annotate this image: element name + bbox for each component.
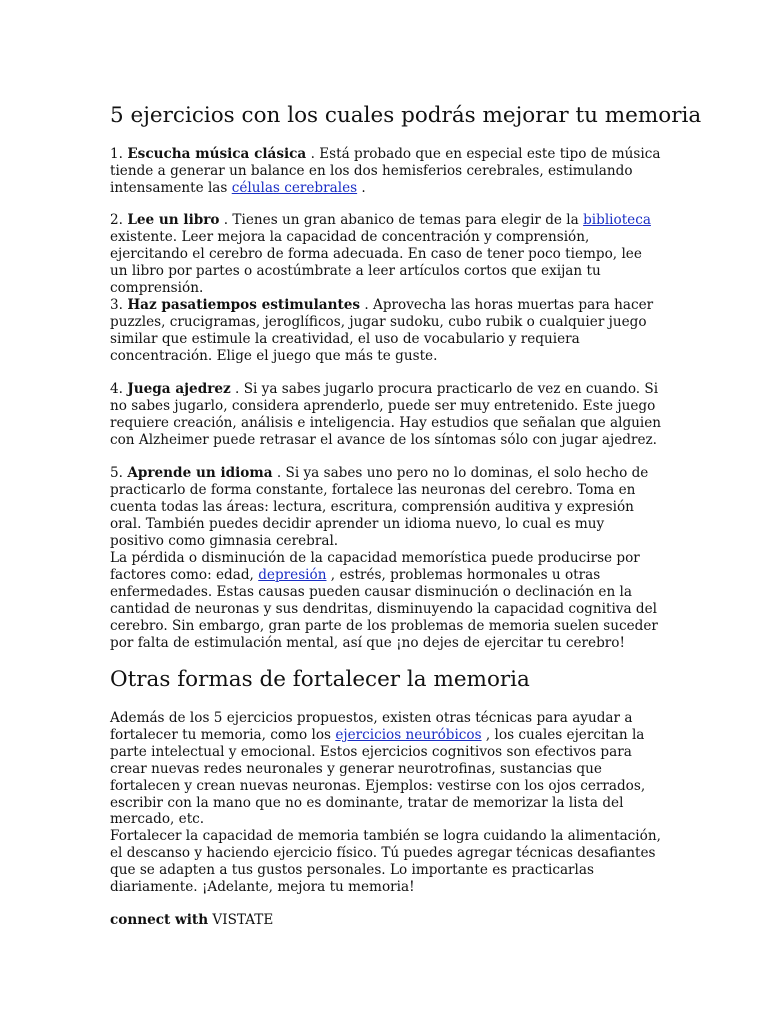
item-number: 3. xyxy=(110,297,123,313)
link-biblioteca[interactable]: biblioteca xyxy=(583,212,651,228)
footer-brand[interactable]: VISTATE xyxy=(208,912,274,928)
summary-paragraph xyxy=(110,550,662,651)
section-title: Otras formas de fortalecer la memoria xyxy=(110,667,530,692)
exercise-item-1 xyxy=(110,146,662,197)
item-heading: Haz pasatiempos estimulantes xyxy=(127,297,361,313)
item-number: 1. xyxy=(110,146,123,162)
exercise-item-3 xyxy=(110,297,662,365)
footer-connect xyxy=(110,912,662,929)
item-number: 5. xyxy=(110,465,123,481)
item-heading: Lee un libro xyxy=(127,212,220,228)
footer-label: connect with xyxy=(110,912,209,928)
item-text: . Está probado que en especial este tipo de música tiende a generar un balance en los dos hemisferios cerebrales, estimulando intensamente las xyxy=(110,146,661,196)
item-heading: Juega ajedrez xyxy=(127,381,231,397)
item-text-end: . xyxy=(357,179,366,196)
exercise-item-5 xyxy=(110,465,662,550)
item-text: . Tienes un gran abanico de temas para elegir de la xyxy=(219,212,584,228)
paragraph-text: Además de los 5 ejercicios propuestos, existen otras técnicas para ayudar a fortalecer tu memoria, como los xyxy=(110,710,633,743)
article-title: 5 ejercicios con los cuales podrás mejorar tu memoria xyxy=(110,103,702,128)
item-number: 4. xyxy=(110,381,123,397)
section-paragraph-1 xyxy=(110,710,662,828)
paragraph-text-end: , los cuales ejercitan la parte intelectual y emocional. Estos ejercicios cognitivos son efectivos para crear nuevas redes neuronales y generar neurotrofinas, sustancias que fortalecen y crean nuevas neuronas. Ejemplos: vestirse con los ojos cerrados, escribir con la mano que no es dominante, tratar de memorizar la lista del mercado, etc. xyxy=(110,726,646,828)
item-number: 2. xyxy=(110,212,123,228)
exercise-item-4 xyxy=(110,381,662,449)
exercise-item-2 xyxy=(110,212,662,297)
item-heading: Aprende un idioma xyxy=(127,465,273,481)
item-heading: Escucha música clásica xyxy=(127,146,307,162)
item-text: . Si ya sabes jugarlo procura practicarlo de vez en cuando. Si no sabes jugarlo, considera aprenderlo, puede ser muy entretenido. Este juego requiere creación, análisis e inteligencia. Hay estudios que señalan que alguien con Alzheimer puede retrasar el avance de los síntomas sólo con jugar ajedrez. xyxy=(110,381,662,448)
item-text-end: existente. Leer mejora la capacidad de concentración y comprensión, ejercitando el cerebro de forma adecuada. En caso de tener poco tiempo, lee un libro por partes o acostúmbrate a leer artículos cortos que exijan tu comprensión. xyxy=(110,228,642,296)
link-ejercicios-neurobicos[interactable]: ejercicios neuróbicos xyxy=(335,726,482,743)
summary-text-end: , estrés, problemas hormonales u otras enfermedades. Estas causas pueden causar disminución o declinación en la cantidad de neuronas y sus dendritas, disminuyendo la capacidad cognitiva del cerebro. Sin embargo, gran parte de los problemas de memoria suelen suceder por falta de estimulación mental, así que ¡no dejes de ejercitar tu cerebro! xyxy=(110,566,658,651)
section-paragraph-2: Fortalecer la capacidad de memoria también se logra cuidando la alimentación, el descanso y haciendo ejercicio físico. Tú puedes agregar técnicas desafiantes que se adapten a tus gustos personales. Lo importante es practicarlas diariamente. ¡Adelante, mejora tu memoria! xyxy=(110,828,661,895)
summary-text: La pérdida o disminución de la capacidad memorística puede producirse por factores como: edad, xyxy=(110,550,640,583)
link-depresion[interactable]: depresión xyxy=(258,566,327,583)
link-celulas-cerebrales[interactable]: células cerebrales xyxy=(231,179,358,196)
item-text: . Si ya sabes uno pero no lo dominas, el solo hecho de practicarlo de forma constante, fortalece las neuronas del cerebro. Toma en cuenta todas las áreas: lectura, escritura, comprensión auditiva y expresión oral. También puedes decidir aprender un idioma nuevo, lo cual es muy positivo como gimnasia cerebral. xyxy=(110,465,649,549)
item-text: . Aprovecha las horas muertas para hacer puzzles, crucigramas, jeroglíficos, jugar sudoku, cubo rubik o cualquier juego similar que estimule la creatividad, el uso de vocabulario y requiera concentración. Elige el juego que más te guste. xyxy=(110,297,654,364)
